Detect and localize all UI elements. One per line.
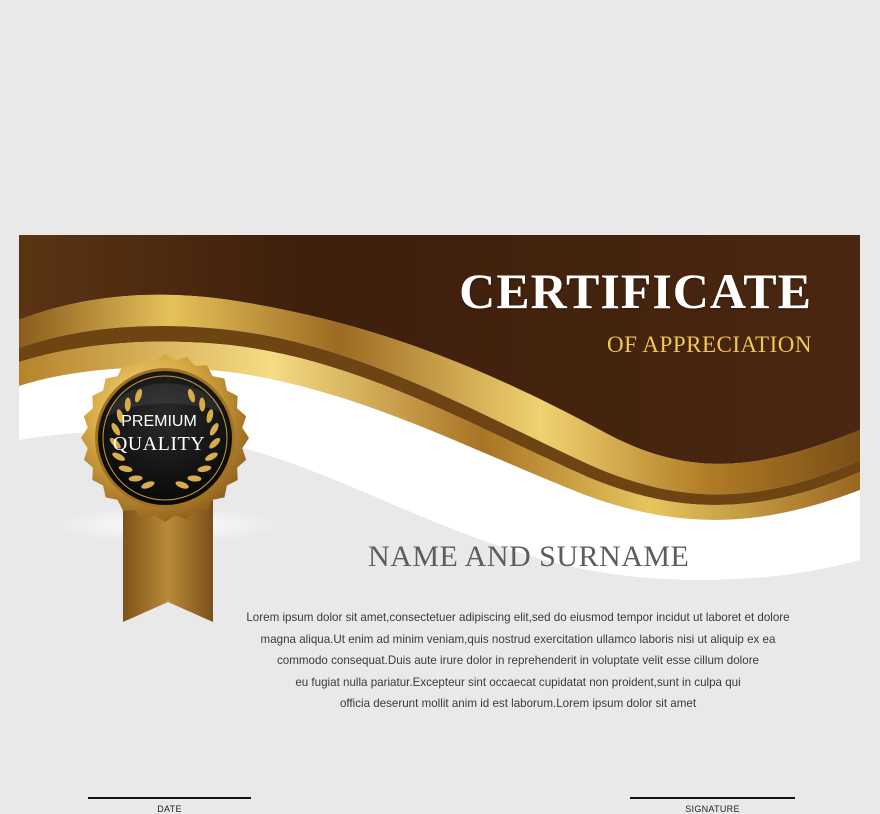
body-line: commodo consequat.Duis aute irure dolor in reprehenderit in voluptate velit esse cillum dolore (276, 654, 760, 667)
recipient-name: NAME AND SURNAME (368, 540, 690, 573)
body-line: Lorem ipsum dolor sit amet,consectetuer adipiscing elit,sed do eiusmod tempor incidut ut laboret et dolore (246, 611, 790, 624)
date-line (88, 797, 251, 799)
badge-premium-label: PREMIUM (121, 413, 197, 430)
body-line: eu fugiat nulla pariatur.Excepteur sint occaecat cupidatat non proident,sunt in culpa qui (295, 675, 741, 689)
date-label: DATE (157, 804, 182, 814)
certificate-title: CERTIFICATE (459, 263, 812, 319)
body-line: magna aliqua.Ut enim ad minim veniam,quis nostrud exercitation ullamco laboris nisi ut aliquip ex ea (260, 632, 776, 646)
body-line: officia deserunt mollit anim id est laborum.Lorem ipsum dolor sit amet (339, 697, 697, 710)
certificate-subtitle: OF APPRECIATION (607, 332, 812, 357)
signature-label: SIGNATURE (685, 804, 740, 814)
signature-line (630, 797, 795, 799)
certificate-body (232, 607, 804, 715)
badge-quality-label: QUALITY (112, 433, 206, 455)
